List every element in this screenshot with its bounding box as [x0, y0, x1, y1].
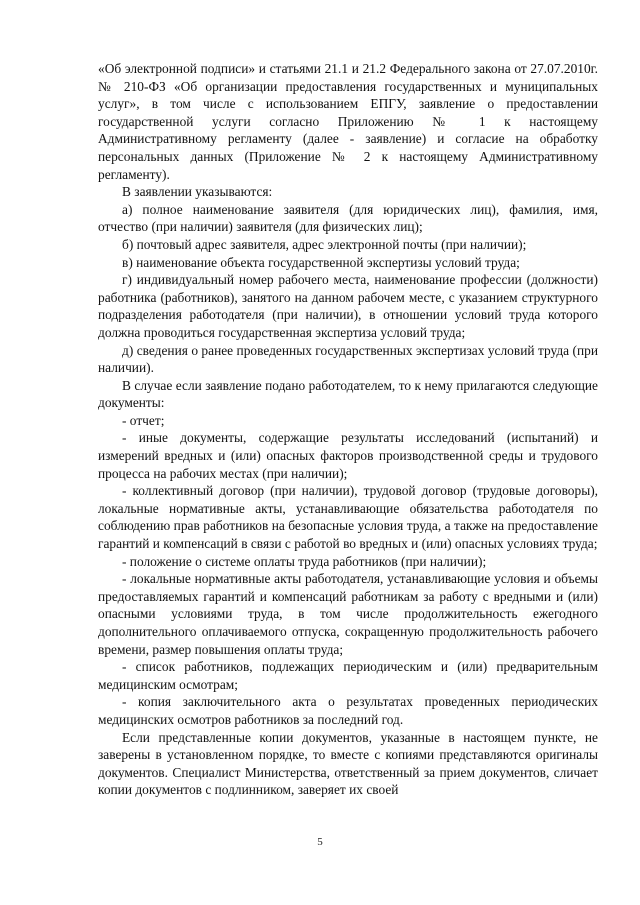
paragraph-employer-attachments-intro: В случае если заявление подано работодателем, то к нему прилагаются следующие документы: — [98, 377, 598, 411]
attachment-item-employee-list: - список работников, подлежащих периодическим и (или) предварительным медицинским осмотрам; — [98, 659, 598, 692]
page-number: 5 — [317, 836, 323, 848]
document-body — [98, 60, 598, 799]
attachment-item-pay-system: - положение о системе оплаты труда работников (при наличии); — [122, 553, 487, 569]
paragraph-copies-verification: Если представленные копии документов, указанные в настоящем пункте, не заверены в установленном порядке, то вместе с копиями представляются оригиналы документов. Специалист Министерства, ответственный за прием документов, сличает копии документов с подлинником, заверяет их своей — [98, 729, 598, 798]
list-item-g: г) индивидуальный номер рабочего места, наименование профессии (должности) работника (работников), занятого на данном рабочем месте, с указанием структурного подразделения работодателя (при наличии), в отношении условий труда которого должна проводиться государственная экспертиза условий труда; — [98, 272, 598, 340]
paragraph-legal-basis: «Об электронной подписи» и статьями 21.1 и 21.2 Федерального закона от 27.07.2010г. № 210-ФЗ «Об организации предоставления государственных и муниципальных услуг», в том числе с использованием ЕПГУ, заявление о предоставлении государственной услуги согласно Приложению № 1 к настоящему Административному регламенту (далее - заявление) и согласие на обработку персональных данных (Приложение № 2 к настоящему Административному регламенту). — [98, 61, 598, 182]
paragraph-application-contents-intro: В заявлении указываются: — [122, 184, 273, 200]
attachment-item-report: - отчет; — [122, 412, 165, 428]
list-item-v: в) наименование объекта государственной экспертизы условий труда; — [122, 254, 520, 270]
list-item-a: а) полное наименование заявителя (для юридических лиц), фамилия, имя, отчество (при наличии) заявителя (для физических лиц); — [98, 201, 598, 235]
list-item-b: б) почтовый адрес заявителя, адрес электронной почты (при наличии); — [122, 236, 527, 252]
attachment-item-local-acts: - локальные нормативные акты работодателя, устанавливающие условия и объемы предоставляемых гарантий и компенсаций работникам за работу с вредными и (или) опасными условиями труда, в том числе продолжительность ежегодного дополнительного оплачиваемого отпуска, сокращенную продолжительность рабочего времени, размер повышения оплаты труда; — [98, 571, 598, 657]
list-item-d: д) сведения о ранее проведенных государственных экспертизах условий труда (при наличии). — [98, 342, 598, 376]
attachment-item-medical-act: - копия заключительного акта о результатах проведенных периодических медицинских осмотров работников за последний год. — [98, 694, 598, 727]
attachment-item-collective-agreement: - коллективный договор (при наличии), трудовой договор (трудовые договоры), локальные нормативные акты, устанавливающие обязательства работодателя по соблюдению прав работников на безопасные условия труда, а также на предоставление гарантий и компенсаций в связи с работой во вредных и (или) опасных условиях труда; — [98, 483, 598, 552]
attachment-item-research-results: - иные документы, содержащие результаты исследований (испытаний) и измерений вредных и (или) опасных факторов производственной среды и трудового процесса на рабочих местах (при наличии); — [98, 430, 598, 481]
